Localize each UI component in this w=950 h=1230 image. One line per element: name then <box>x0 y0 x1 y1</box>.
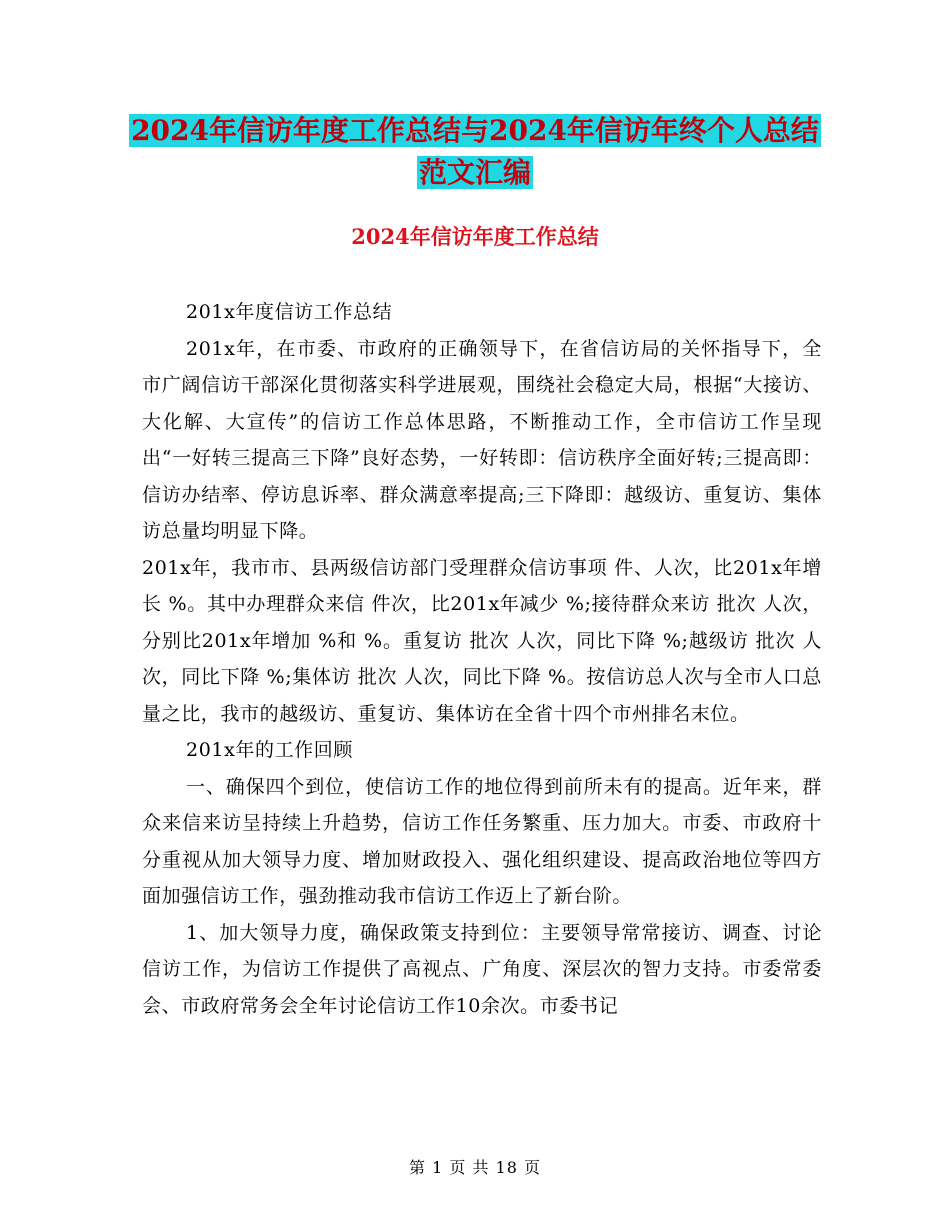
paragraph-item-one: 1、加大领导力度，确保政策支持到位：主要领导常常接访、调查、讨论信访工作，为信访工作提供了高视点、广角度、深层次的智力支持。市委常委会、市政府常务会全年讨论信访工作10余次。市委书记 <box>142 921 822 1017</box>
page-footer: 第 1 页 共 18 页 <box>409 1158 541 1177</box>
document-body <box>142 294 822 1024</box>
paragraph-intro: 201x年，在市委、市政府的正确领导下，在省信访局的关怀指导下，全市广阔信访干部深化贯彻落实科学进展观，围绕社会稳定大局，根据“大接访、大化解、大宣传”的信访工作总体思路，不断推动工作，全市信访工作呈现出“一好转三提高三下降”良好态势，一好转即：信访秩序全面好转;三提高即：信访办结率、停访息诉率、群众满意率提高;三下降即：越级访、重复访、集体访总量均明显下降。 <box>142 337 822 542</box>
section-heading: 2024年信访年度工作总结 <box>351 224 599 249</box>
paragraph-section-one: 一、确保四个到位，使信访工作的地位得到前所未有的提高。近年来，群众来信来访呈持续上升趋势，信访工作任务繁重、压力加大。市委、市政府十分重视从加大领导力度、增加财政投入、强化组织建设、提高政治地位等四方面加强信访工作，强劲推动我市信访工作迈上了新台阶。 <box>142 775 822 907</box>
paragraph-review-heading: 201x年的工作回顾 <box>186 739 353 761</box>
title-highlight: 2024年信访年度工作总结与2024年信访年终个人总结 <box>131 114 819 147</box>
document-title-line-2 <box>0 155 950 191</box>
paragraph-statistics: 201x年，我市市、县两级信访部门受理群众信访事项 件、人次，比201x年增长 %。其中办理群众来信 件次，比201x年减少 %;接待群众来访 批次 人次，分别比201x年增加 %和 %。重复访 批次 人次，同比下降 %;越级访 批次 人次，同比下降 %;集体访 批次 人次，同比下降 %。按信访总人次与全市人口总量之比，我市的越级访、重复访、集体访在全省十四个市州排名末位。 <box>142 556 822 725</box>
document-title-line-1 <box>0 113 950 149</box>
paragraph-subtitle: 201x年度信访工作总结 <box>186 301 393 323</box>
title-highlight: 范文汇编 <box>418 156 531 189</box>
